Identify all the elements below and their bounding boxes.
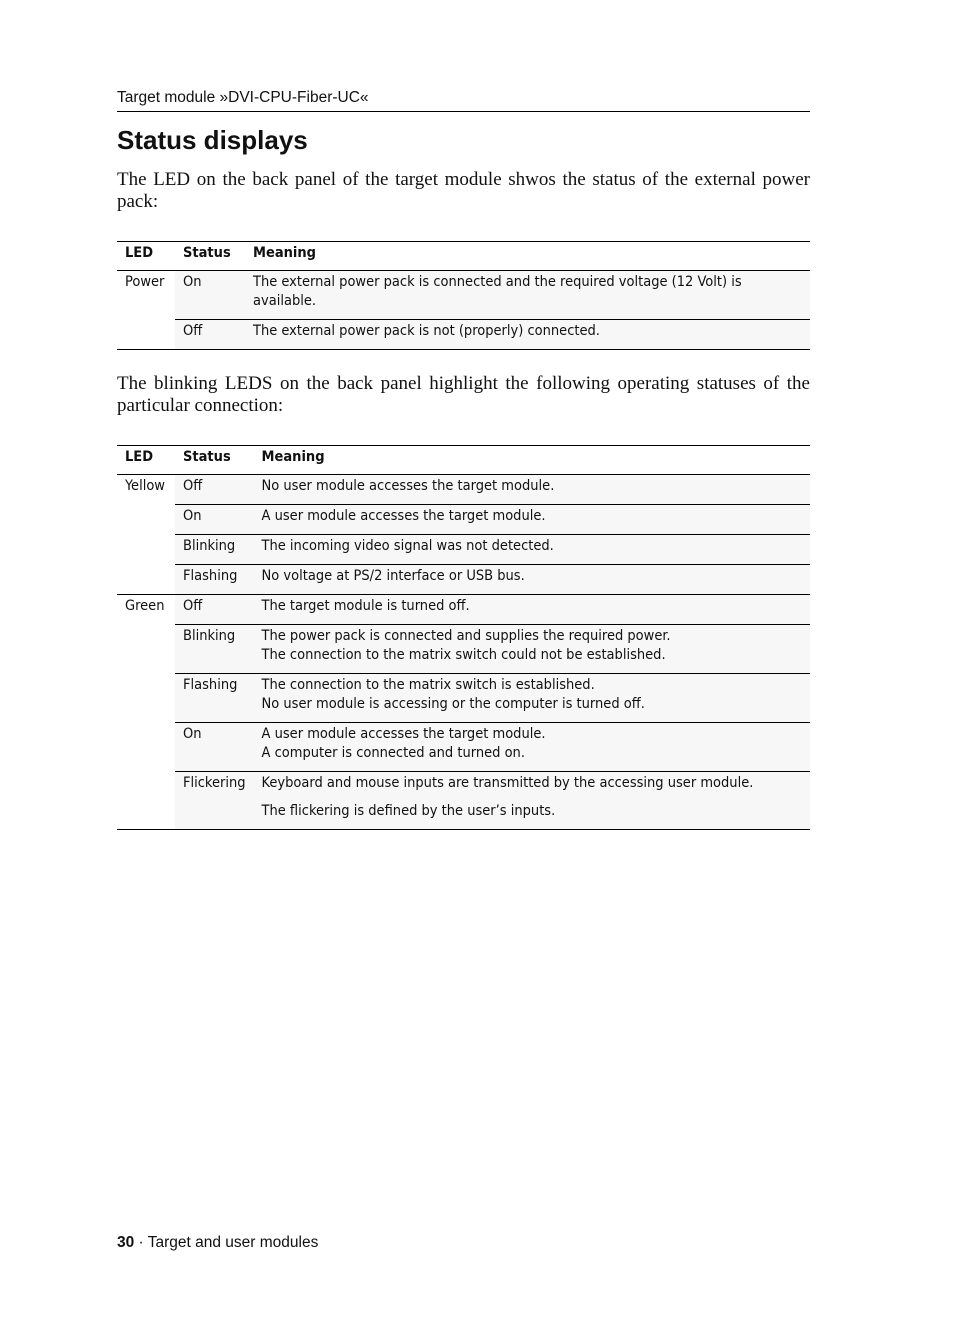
meaning-cell: No voltage at PS/2 interface or USB bus. <box>254 565 810 595</box>
meaning-line: Keyboard and mouse inputs are transmitted by the accessing user module. <box>261 775 754 791</box>
meaning-cell: No user module accesses the target module. <box>254 475 810 505</box>
status-cell: Flashing <box>175 674 254 723</box>
meaning-line: The flickering is defined by the user’s inputs. <box>261 803 556 819</box>
table-row <box>117 595 810 625</box>
table-row <box>117 723 810 772</box>
status-cell: Flashing <box>175 565 254 595</box>
status-cell: On <box>175 505 254 535</box>
table-row <box>117 565 810 595</box>
status-cell: Off <box>175 595 254 625</box>
table-row <box>117 535 810 565</box>
section-title: Status displays <box>117 125 308 155</box>
meaning-line: A computer is connected and turned on. <box>261 745 525 761</box>
led-cell: Yellow <box>125 478 165 494</box>
meaning-line: The connection to the matrix switch is established. <box>261 677 595 693</box>
table-row <box>117 320 810 350</box>
meaning-cell: The target module is turned off. <box>254 595 810 625</box>
table-row <box>117 475 810 505</box>
led-cell: Green <box>117 595 175 830</box>
header-status: Status <box>175 446 254 475</box>
table-row <box>117 271 810 320</box>
meaning-line: The connection to the matrix switch could not be established. <box>261 647 666 663</box>
meaning-line: A user module accesses the target module. <box>261 726 546 742</box>
header-meaning: Meaning <box>245 242 810 271</box>
power-led-table <box>117 241 810 350</box>
meaning-line: No user module is accessing or the computer is turned off. <box>261 696 645 712</box>
header-meaning: Meaning <box>254 446 810 475</box>
header-status: Status <box>175 242 245 271</box>
meaning-cell: The external power pack is connected and the required voltage (12 Volt) is available. <box>245 271 810 320</box>
status-cell: Blinking <box>175 625 254 674</box>
meaning-cell <box>254 723 810 772</box>
table-row <box>117 505 810 535</box>
page-footer <box>117 1234 318 1252</box>
header-led: LED <box>117 446 175 475</box>
status-cell: Off <box>175 320 245 350</box>
footer-section: Target and user modules <box>147 1234 319 1251</box>
meaning-cell <box>254 772 810 830</box>
footer-separator: · <box>134 1234 148 1251</box>
meaning-cell: A user module accesses the target module. <box>254 505 810 535</box>
intro-paragraph: The LED on the back panel of the target module shwos the status of the external power pack: <box>117 169 810 212</box>
led-cell: Power <box>125 274 165 290</box>
meaning-line: The power pack is connected and supplies the required power. <box>261 628 671 644</box>
status-cell: Flickering <box>175 772 254 830</box>
header-led: LED <box>117 242 175 271</box>
meaning-cell: The external power pack is not (properly) connected. <box>245 320 810 350</box>
table-row <box>117 625 810 674</box>
status-cell: Blinking <box>175 535 254 565</box>
status-cell: On <box>175 271 245 320</box>
status-cell: On <box>175 723 254 772</box>
table-header-row <box>117 446 810 475</box>
connection-led-table <box>117 445 810 830</box>
table-row <box>117 674 810 723</box>
running-header: Target module »DVI-CPU-Fiber-UC« <box>117 89 810 112</box>
table-header-row <box>117 242 810 271</box>
meaning-cell: The incoming video signal was not detected. <box>254 535 810 565</box>
intro-paragraph-2: The blinking LEDS on the back panel highlight the following operating statuses of the particular connection: <box>117 373 810 416</box>
status-cell: Off <box>175 475 254 505</box>
page-number: 30 <box>117 1234 135 1251</box>
table-row <box>117 772 810 830</box>
meaning-cell <box>254 674 810 723</box>
meaning-cell <box>254 625 810 674</box>
